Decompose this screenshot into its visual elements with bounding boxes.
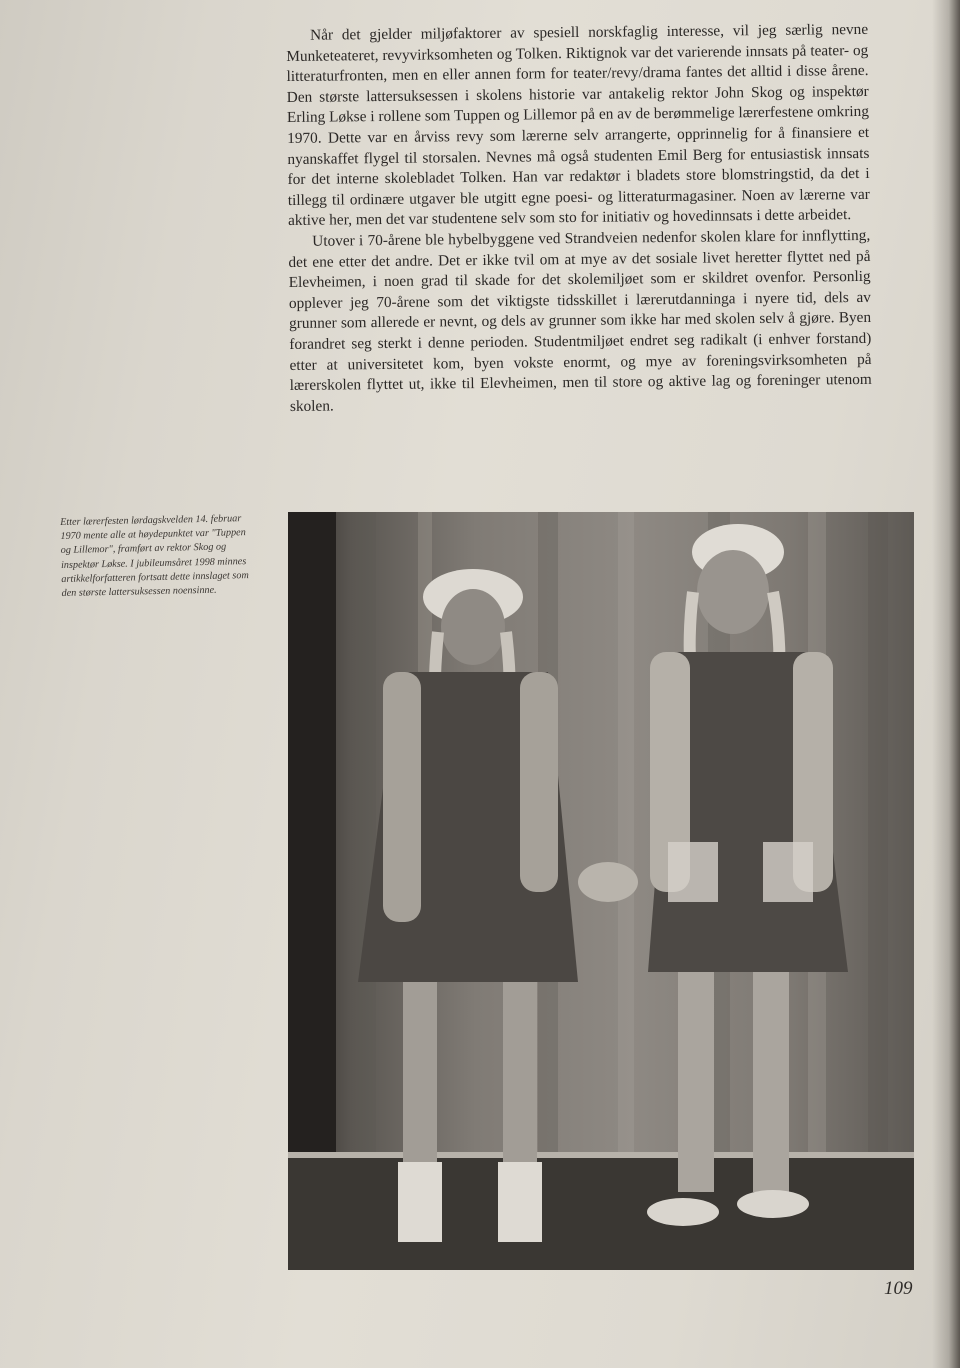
page-edge-shadow [932, 0, 960, 1368]
stage-floor [288, 1152, 914, 1270]
paragraph-1: Når det gjelder miljøfaktorer av spesiell norskfaglig interesse, vil jeg særlig nevne Munketeateret, revyvirksomheten og Tolken. Riktignok var det varierende innsats på teater- og litteraturfronten, men en eller annen form for teater/revy/drama fantes det alltid i disse årene. Den største lattersuksessen i skolens historie var antakelig rektor John Skog og inspektør Erling Løkse i rollene som Tuppen og Lillemor på en av de berømmelige lærerfestene omkring 1970. Dette var en årviss revy som lærerne selv arrangerte, opprinnelig for å finansiere et nyanskaffet flygel til storsalen. Nevnes må også studenten Emil Berg for entusiastisk innsats for det interne skolebladet Tolken. Han var redaktør i bladets store blomstringstid, da det i tillegg til ordinære utgaver ble utgitt egne poesi- og litteraturmagasiner. Noen av lærerne var aktive her, men det var studentene selv som sto for initiativ og hovedinnsats i dette arbeidet. [286, 20, 870, 230]
page-number: 109 [884, 1278, 913, 1299]
stage-photo [288, 512, 914, 1270]
held-hands [578, 862, 638, 902]
photo-caption: Etter lærerfesten lørdagskvelden 14. februar 1970 mente alle at høydepunktet var "Tuppen og Lillemor", framført av rektor Skog og inspektør Løkse. I jubileumsåret 1998 minnes artikkelforfatteren fortsatt dette innslaget som den største lattersuksessen noensinne. [60, 513, 249, 599]
stage-photo-illustration [288, 512, 914, 1270]
paragraph-2: Utover i 70-årene ble hybelbyggene ved Strandveien nedenfor skolen klare for innflytting, det ene etter det andre. Det er ikke tvil om at mye av det sosiale livet heretter flyttet ned på Elevheimen, i noen grad til skade for det skolemiljøet som er skildret ovenfor. Personlig opplever jeg 70-årene som det viktigste tidsskillet i lærerutdanninga i nyere tid, dels av grunner som allerede er nevnt, og dels av grunner som ikke har med skolen selv å gjøre. Byen forandret seg sterkt i denne perioden. Studentmiljøet endret seg radikalt (i enhver forstand) etter at universitetet kom, byen vokste enormt, og mye av foreningsvirksomheten på lærerskolen flyttet ut, ikke til Elevheimen, men til store og aktive lag og foreninger utenom skolen. [288, 226, 872, 415]
body-text [286, 20, 872, 417]
